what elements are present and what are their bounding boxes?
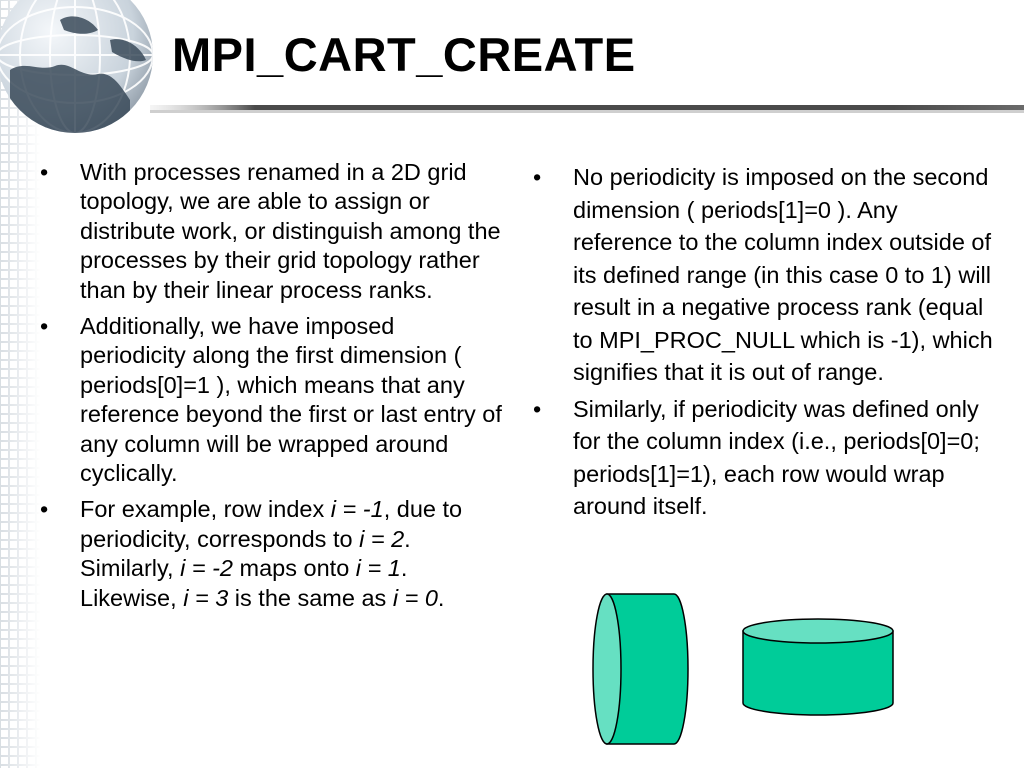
bullet-icon: • (40, 159, 49, 185)
bullet-icon: • (533, 164, 542, 190)
text-run: , due to periodicity, corresponds to (80, 496, 463, 552)
bullet-item (40, 495, 505, 613)
horizontal-cylinder-shape (743, 619, 893, 715)
bullet-text: Similarly, if periodicity was defined only for the column index (i.e., periods[0]=0; periods[1]=1), each row would wrap around itself. (573, 395, 980, 519)
left-bullet-list (40, 158, 505, 620)
bullet-text: No periodicity is imposed on the second dimension ( periods[1]=0 ). Any reference to the column index outside of its defined range (in this case 0 to 1) will result in a negative process rank (equal to MPI_PROC_NULL which is -1), which signifies that it is out of range. (573, 164, 993, 385)
text-run: For example, row index (80, 496, 331, 523)
text-run-italic: i = -2 (180, 555, 233, 582)
horizontal-cylinder-cap (743, 619, 893, 643)
text-run: . Likewise, (80, 555, 408, 611)
bullet-text: With processes renamed in a 2D grid topology, we are able to assign or distribute work, or distinguish among the processes by their grid topology rather than by their linear process ranks. (80, 159, 501, 303)
title-underline-rule (150, 104, 1024, 113)
right-bullet-list (533, 161, 993, 527)
text-run-italic: i = 1 (355, 555, 401, 582)
bullet-icon: • (533, 395, 542, 422)
text-run: . Similarly, (80, 525, 411, 582)
cylinder-illustrations (580, 585, 910, 755)
text-run-italic: i = 0 (392, 584, 438, 611)
text-run: maps onto (233, 555, 356, 582)
bullet-item (533, 393, 993, 523)
bullet-icon: • (40, 313, 49, 340)
bullet-icon: • (40, 496, 49, 523)
text-run-italic: i = 3 (183, 584, 229, 611)
vertical-cylinder-cap (593, 594, 621, 744)
slide-title: MPI_CART_CREATE (172, 28, 636, 81)
text-run-italic: i = 2 (359, 525, 405, 552)
bullet-text: Additionally, we have imposed periodicity along the first dimension ( periods[0]=1 ), which means that any reference beyond the first or last entry of any column will be wrapped around cyclically. (80, 313, 502, 487)
vertical-cylinder-shape (593, 594, 688, 744)
text-run: . (437, 584, 445, 611)
text-run-italic: i = -1 (330, 496, 384, 523)
globe-logo (0, 0, 165, 140)
text-run: is the same as (228, 584, 393, 611)
bullet-item (40, 312, 505, 488)
bullet-item (40, 158, 505, 305)
bullet-item (533, 161, 993, 389)
bullet-text-mixed (80, 496, 462, 610)
